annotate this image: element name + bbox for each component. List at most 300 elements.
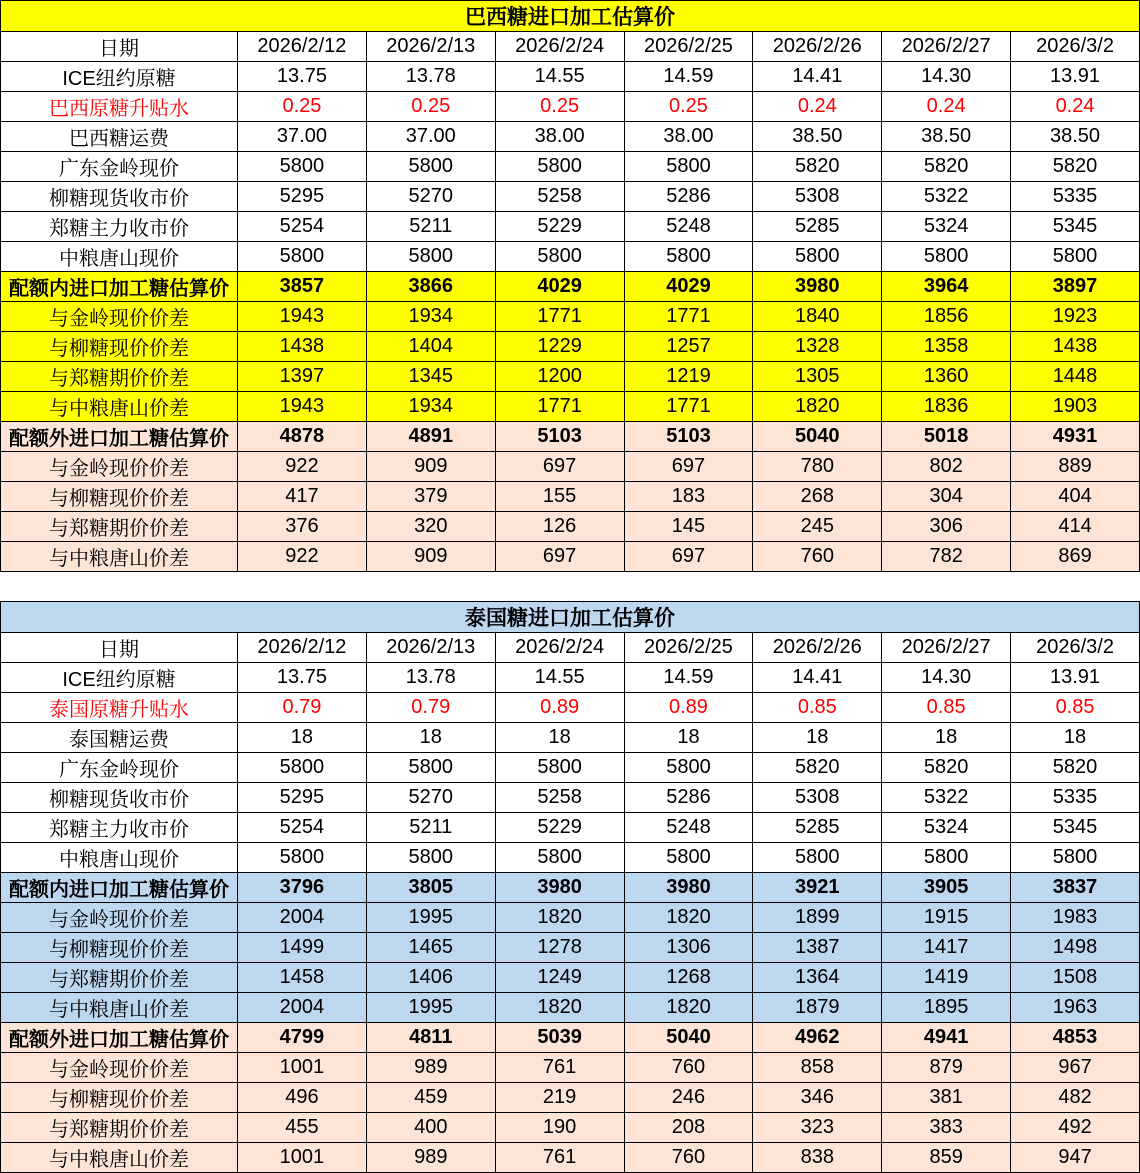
value-cell: 1417 — [882, 933, 1011, 963]
value-cell: 145 — [624, 512, 753, 542]
table-row — [1, 92, 1140, 122]
value-cell: 3796 — [238, 873, 367, 903]
value-cell: 0.24 — [1011, 92, 1140, 122]
table-row — [1, 663, 1140, 693]
value-cell: 13.75 — [238, 663, 367, 693]
table-row — [1, 903, 1140, 933]
value-cell: 5800 — [366, 242, 495, 272]
value-cell: 1465 — [366, 933, 495, 963]
value-cell: 5800 — [238, 753, 367, 783]
value-cell: 697 — [495, 452, 624, 482]
value-cell: 5258 — [495, 182, 624, 212]
value-cell: 1448 — [1011, 362, 1140, 392]
value-cell: 3980 — [624, 873, 753, 903]
value-cell: 383 — [882, 1113, 1011, 1143]
value-cell: 1358 — [882, 332, 1011, 362]
value-cell: 1820 — [495, 993, 624, 1023]
value-cell: 3905 — [882, 873, 1011, 903]
value-cell: 761 — [495, 1143, 624, 1173]
value-cell: 5254 — [238, 813, 367, 843]
value-cell: 18 — [882, 723, 1011, 753]
value-cell: 5285 — [753, 212, 882, 242]
value-cell: 1229 — [495, 332, 624, 362]
value-cell: 37.00 — [238, 122, 367, 152]
table-row — [1, 843, 1140, 873]
value-cell: 1820 — [753, 392, 882, 422]
value-cell: 5800 — [238, 843, 367, 873]
value-cell: 1278 — [495, 933, 624, 963]
value-cell: 1856 — [882, 302, 1011, 332]
value-cell: 14.55 — [495, 663, 624, 693]
value-cell: 5345 — [1011, 813, 1140, 843]
row-label-cell: 与柳糖现价价差 — [1, 1083, 238, 1113]
row-label-header: 日期 — [1, 633, 238, 663]
value-cell: 838 — [753, 1143, 882, 1173]
value-cell: 1934 — [366, 302, 495, 332]
value-cell: 404 — [1011, 482, 1140, 512]
value-cell: 183 — [624, 482, 753, 512]
value-cell: 760 — [624, 1053, 753, 1083]
value-cell: 5322 — [882, 182, 1011, 212]
value-cell: 5800 — [238, 242, 367, 272]
value-cell: 14.41 — [753, 663, 882, 693]
value-cell: 2004 — [238, 903, 367, 933]
value-cell: 697 — [624, 452, 753, 482]
row-label-cell: 配额内进口加工糖估算价 — [1, 873, 238, 903]
value-cell: 3857 — [238, 272, 367, 302]
table-row — [1, 152, 1140, 182]
value-cell: 492 — [1011, 1113, 1140, 1143]
value-cell: 1923 — [1011, 302, 1140, 332]
table-row — [1, 272, 1140, 302]
row-label-cell: 中粮唐山现价 — [1, 242, 238, 272]
row-label-cell: 柳糖现货收市价 — [1, 783, 238, 813]
value-cell: 947 — [1011, 1143, 1140, 1173]
value-cell: 4878 — [238, 422, 367, 452]
date-header-row — [1, 32, 1140, 62]
value-cell: 18 — [1011, 723, 1140, 753]
value-cell: 5820 — [1011, 753, 1140, 783]
date-header-row — [1, 633, 1140, 663]
row-label-cell: 配额内进口加工糖估算价 — [1, 272, 238, 302]
row-label-cell: 与柳糖现价价差 — [1, 933, 238, 963]
table-row — [1, 182, 1140, 212]
value-cell: 18 — [495, 723, 624, 753]
table-row — [1, 332, 1140, 362]
value-cell: 13.91 — [1011, 62, 1140, 92]
value-cell: 38.50 — [1011, 122, 1140, 152]
value-cell: 1771 — [624, 392, 753, 422]
value-cell: 1895 — [882, 993, 1011, 1023]
row-label-cell: 与柳糖现价价差 — [1, 332, 238, 362]
value-cell: 459 — [366, 1083, 495, 1113]
row-label-cell: 巴西原糖升贴水 — [1, 92, 238, 122]
value-cell: 3897 — [1011, 272, 1140, 302]
value-cell: 1943 — [238, 302, 367, 332]
value-cell: 5800 — [1011, 242, 1140, 272]
value-cell: 5820 — [1011, 152, 1140, 182]
value-cell: 1508 — [1011, 963, 1140, 993]
value-cell: 0.79 — [238, 693, 367, 723]
value-cell: 5018 — [882, 422, 1011, 452]
table-row — [1, 783, 1140, 813]
date-header-cell: 2026/2/25 — [624, 633, 753, 663]
value-cell: 1820 — [624, 903, 753, 933]
value-cell: 482 — [1011, 1083, 1140, 1113]
value-cell: 5345 — [1011, 212, 1140, 242]
row-label-cell: 与中粮唐山价差 — [1, 1143, 238, 1173]
value-cell: 1328 — [753, 332, 882, 362]
value-cell: 1903 — [1011, 392, 1140, 422]
table-row — [1, 482, 1140, 512]
value-cell: 1498 — [1011, 933, 1140, 963]
value-cell: 5800 — [753, 242, 882, 272]
value-cell: 5229 — [495, 212, 624, 242]
value-cell: 5308 — [753, 783, 882, 813]
value-cell: 0.24 — [882, 92, 1011, 122]
value-cell: 5254 — [238, 212, 367, 242]
table-row — [1, 392, 1140, 422]
value-cell: 14.41 — [753, 62, 882, 92]
table-title: 泰国糖进口加工估算价 — [1, 602, 1140, 633]
value-cell: 5324 — [882, 212, 1011, 242]
date-header-cell: 2026/2/13 — [366, 633, 495, 663]
value-cell: 5800 — [495, 242, 624, 272]
table-row — [1, 933, 1140, 963]
value-cell: 14.59 — [624, 62, 753, 92]
row-label-cell: 与郑糖期价价差 — [1, 963, 238, 993]
value-cell: 0.89 — [495, 693, 624, 723]
value-cell: 304 — [882, 482, 1011, 512]
value-cell: 5800 — [882, 843, 1011, 873]
value-cell: 1458 — [238, 963, 367, 993]
table-row — [1, 422, 1140, 452]
date-header-cell: 2026/2/25 — [624, 32, 753, 62]
value-cell: 869 — [1011, 542, 1140, 572]
value-cell: 1345 — [366, 362, 495, 392]
value-cell: 5800 — [366, 843, 495, 873]
value-cell: 5800 — [624, 843, 753, 873]
table-title: 巴西糖进口加工估算价 — [1, 1, 1140, 32]
table-row — [1, 813, 1140, 843]
row-label-cell: 巴西糖运费 — [1, 122, 238, 152]
value-cell: 323 — [753, 1113, 882, 1143]
row-label-cell: 柳糖现货收市价 — [1, 182, 238, 212]
value-cell: 13.91 — [1011, 663, 1140, 693]
value-cell: 381 — [882, 1083, 1011, 1113]
value-cell: 38.00 — [624, 122, 753, 152]
value-cell: 5800 — [753, 843, 882, 873]
date-header-cell: 2026/2/24 — [495, 32, 624, 62]
value-cell: 13.75 — [238, 62, 367, 92]
row-label-header: 日期 — [1, 32, 238, 62]
value-cell: 1219 — [624, 362, 753, 392]
value-cell: 38.50 — [753, 122, 882, 152]
value-cell: 0.25 — [366, 92, 495, 122]
value-cell: 5800 — [624, 152, 753, 182]
row-label-cell: 与郑糖期价价差 — [1, 362, 238, 392]
value-cell: 5229 — [495, 813, 624, 843]
row-label-cell: 与中粮唐山价差 — [1, 392, 238, 422]
value-cell: 5322 — [882, 783, 1011, 813]
row-label-cell: 与金岭现价价差 — [1, 302, 238, 332]
value-cell: 1879 — [753, 993, 882, 1023]
value-cell: 1364 — [753, 963, 882, 993]
value-cell: 414 — [1011, 512, 1140, 542]
value-cell: 306 — [882, 512, 1011, 542]
value-cell: 190 — [495, 1113, 624, 1143]
table-row — [1, 723, 1140, 753]
value-cell: 18 — [753, 723, 882, 753]
value-cell: 1943 — [238, 392, 367, 422]
date-header-cell: 2026/2/12 — [238, 32, 367, 62]
value-cell: 5324 — [882, 813, 1011, 843]
value-cell: 697 — [624, 542, 753, 572]
value-cell: 1934 — [366, 392, 495, 422]
value-cell: 400 — [366, 1113, 495, 1143]
value-cell: 1200 — [495, 362, 624, 392]
value-cell: 3866 — [366, 272, 495, 302]
value-cell: 5800 — [238, 152, 367, 182]
value-cell: 0.79 — [366, 693, 495, 723]
row-label-cell: 泰国糖运费 — [1, 723, 238, 753]
table-row — [1, 963, 1140, 993]
value-cell: 5820 — [882, 753, 1011, 783]
value-cell: 5800 — [882, 242, 1011, 272]
value-cell: 5800 — [495, 753, 624, 783]
value-cell: 245 — [753, 512, 882, 542]
row-label-cell: 广东金岭现价 — [1, 753, 238, 783]
value-cell: 1995 — [366, 903, 495, 933]
value-cell: 5270 — [366, 783, 495, 813]
brazil-sugar-table-body — [1, 32, 1140, 572]
value-cell: 5039 — [495, 1023, 624, 1053]
value-cell: 5040 — [753, 422, 882, 452]
table-row — [1, 452, 1140, 482]
value-cell: 14.59 — [624, 663, 753, 693]
value-cell: 14.30 — [882, 62, 1011, 92]
value-cell: 1397 — [238, 362, 367, 392]
value-cell: 697 — [495, 542, 624, 572]
table-row — [1, 1053, 1140, 1083]
value-cell: 5820 — [753, 753, 882, 783]
value-cell: 13.78 — [366, 62, 495, 92]
value-cell: 5800 — [366, 152, 495, 182]
value-cell: 5800 — [624, 242, 753, 272]
value-cell: 5211 — [366, 212, 495, 242]
value-cell: 3964 — [882, 272, 1011, 302]
value-cell: 782 — [882, 542, 1011, 572]
value-cell: 859 — [882, 1143, 1011, 1173]
value-cell: 5295 — [238, 783, 367, 813]
value-cell: 1387 — [753, 933, 882, 963]
value-cell: 5286 — [624, 783, 753, 813]
table-row — [1, 212, 1140, 242]
value-cell: 5820 — [882, 152, 1011, 182]
value-cell: 5800 — [1011, 843, 1140, 873]
row-label-cell: 广东金岭现价 — [1, 152, 238, 182]
row-label-cell: 中粮唐山现价 — [1, 843, 238, 873]
value-cell: 219 — [495, 1083, 624, 1113]
brazil-sugar-table — [0, 0, 1140, 572]
date-header-cell: 2026/2/13 — [366, 32, 495, 62]
table-row — [1, 1113, 1140, 1143]
value-cell: 5285 — [753, 813, 882, 843]
value-cell: 1820 — [495, 903, 624, 933]
value-cell: 909 — [366, 542, 495, 572]
value-cell: 4891 — [366, 422, 495, 452]
value-cell: 879 — [882, 1053, 1011, 1083]
table-row — [1, 302, 1140, 332]
value-cell: 5820 — [753, 152, 882, 182]
value-cell: 3980 — [753, 272, 882, 302]
value-cell: 4853 — [1011, 1023, 1140, 1053]
value-cell: 967 — [1011, 1053, 1140, 1083]
value-cell: 1249 — [495, 963, 624, 993]
value-cell: 1836 — [882, 392, 1011, 422]
value-cell: 3980 — [495, 873, 624, 903]
value-cell: 989 — [366, 1143, 495, 1173]
value-cell: 5800 — [495, 843, 624, 873]
value-cell: 5040 — [624, 1023, 753, 1053]
table-row — [1, 1143, 1140, 1173]
value-cell: 1360 — [882, 362, 1011, 392]
value-cell: 18 — [366, 723, 495, 753]
value-cell: 246 — [624, 1083, 753, 1113]
thailand-sugar-table — [0, 601, 1140, 1173]
value-cell: 4029 — [624, 272, 753, 302]
value-cell: 1001 — [238, 1143, 367, 1173]
table-row — [1, 62, 1140, 92]
table-row — [1, 873, 1140, 903]
value-cell: 1995 — [366, 993, 495, 1023]
value-cell: 5308 — [753, 182, 882, 212]
value-cell: 4931 — [1011, 422, 1140, 452]
table-row — [1, 753, 1140, 783]
value-cell: 0.85 — [753, 693, 882, 723]
value-cell: 5800 — [624, 753, 753, 783]
value-cell: 760 — [624, 1143, 753, 1173]
value-cell: 268 — [753, 482, 882, 512]
table-row — [1, 1023, 1140, 1053]
value-cell: 5286 — [624, 182, 753, 212]
value-cell: 4962 — [753, 1023, 882, 1053]
row-label-cell: ICE纽约原糖 — [1, 62, 238, 92]
table-gap — [0, 572, 1140, 601]
value-cell: 5800 — [495, 152, 624, 182]
value-cell: 208 — [624, 1113, 753, 1143]
value-cell: 5103 — [495, 422, 624, 452]
date-header-cell: 2026/2/26 — [753, 32, 882, 62]
value-cell: 1771 — [495, 302, 624, 332]
value-cell: 5103 — [624, 422, 753, 452]
table-title-row — [1, 602, 1140, 633]
value-cell: 1306 — [624, 933, 753, 963]
value-cell: 5258 — [495, 783, 624, 813]
value-cell: 1438 — [238, 332, 367, 362]
date-header-cell: 2026/2/27 — [882, 633, 1011, 663]
row-label-cell: 配额外进口加工糖估算价 — [1, 1023, 238, 1053]
row-label-cell: 与金岭现价价差 — [1, 1053, 238, 1083]
value-cell: 5248 — [624, 212, 753, 242]
value-cell: 14.55 — [495, 62, 624, 92]
date-header-cell: 2026/2/26 — [753, 633, 882, 663]
value-cell: 761 — [495, 1053, 624, 1083]
value-cell: 38.00 — [495, 122, 624, 152]
value-cell: 4029 — [495, 272, 624, 302]
value-cell: 1899 — [753, 903, 882, 933]
row-label-cell: 与中粮唐山价差 — [1, 542, 238, 572]
value-cell: 3805 — [366, 873, 495, 903]
value-cell: 5800 — [366, 753, 495, 783]
value-cell: 13.78 — [366, 663, 495, 693]
value-cell: 922 — [238, 542, 367, 572]
value-cell: 1983 — [1011, 903, 1140, 933]
value-cell: 155 — [495, 482, 624, 512]
value-cell: 760 — [753, 542, 882, 572]
table-row — [1, 512, 1140, 542]
value-cell: 889 — [1011, 452, 1140, 482]
value-cell: 4941 — [882, 1023, 1011, 1053]
value-cell: 780 — [753, 452, 882, 482]
value-cell: 1963 — [1011, 993, 1140, 1023]
row-label-cell: 与郑糖期价价差 — [1, 1113, 238, 1143]
row-label-cell: 与郑糖期价价差 — [1, 512, 238, 542]
row-label-cell: ICE纽约原糖 — [1, 663, 238, 693]
value-cell: 1404 — [366, 332, 495, 362]
value-cell: 1771 — [624, 302, 753, 332]
value-cell: 320 — [366, 512, 495, 542]
value-cell: 0.85 — [882, 693, 1011, 723]
value-cell: 1499 — [238, 933, 367, 963]
table-row — [1, 362, 1140, 392]
date-header-cell: 2026/3/2 — [1011, 32, 1140, 62]
table-row — [1, 122, 1140, 152]
value-cell: 346 — [753, 1083, 882, 1113]
value-cell: 5335 — [1011, 783, 1140, 813]
row-label-cell: 与金岭现价价差 — [1, 452, 238, 482]
value-cell: 802 — [882, 452, 1011, 482]
row-label-cell: 郑糖主力收市价 — [1, 813, 238, 843]
value-cell: 0.25 — [238, 92, 367, 122]
table-title-row — [1, 1, 1140, 32]
value-cell: 1001 — [238, 1053, 367, 1083]
value-cell: 5335 — [1011, 182, 1140, 212]
value-cell: 455 — [238, 1113, 367, 1143]
row-label-cell: 与中粮唐山价差 — [1, 993, 238, 1023]
table-row — [1, 542, 1140, 572]
value-cell: 1820 — [624, 993, 753, 1023]
value-cell: 1438 — [1011, 332, 1140, 362]
value-cell: 0.24 — [753, 92, 882, 122]
value-cell: 0.25 — [495, 92, 624, 122]
value-cell: 1915 — [882, 903, 1011, 933]
value-cell: 417 — [238, 482, 367, 512]
value-cell: 2004 — [238, 993, 367, 1023]
value-cell: 1840 — [753, 302, 882, 332]
value-cell: 38.50 — [882, 122, 1011, 152]
value-cell: 18 — [238, 723, 367, 753]
value-cell: 376 — [238, 512, 367, 542]
table-row — [1, 1083, 1140, 1113]
date-header-cell: 2026/2/24 — [495, 633, 624, 663]
row-label-cell: 泰国原糖升贴水 — [1, 693, 238, 723]
value-cell: 5295 — [238, 182, 367, 212]
value-cell: 4799 — [238, 1023, 367, 1053]
row-label-cell: 与金岭现价价差 — [1, 903, 238, 933]
table-row — [1, 242, 1140, 272]
row-label-cell: 郑糖主力收市价 — [1, 212, 238, 242]
